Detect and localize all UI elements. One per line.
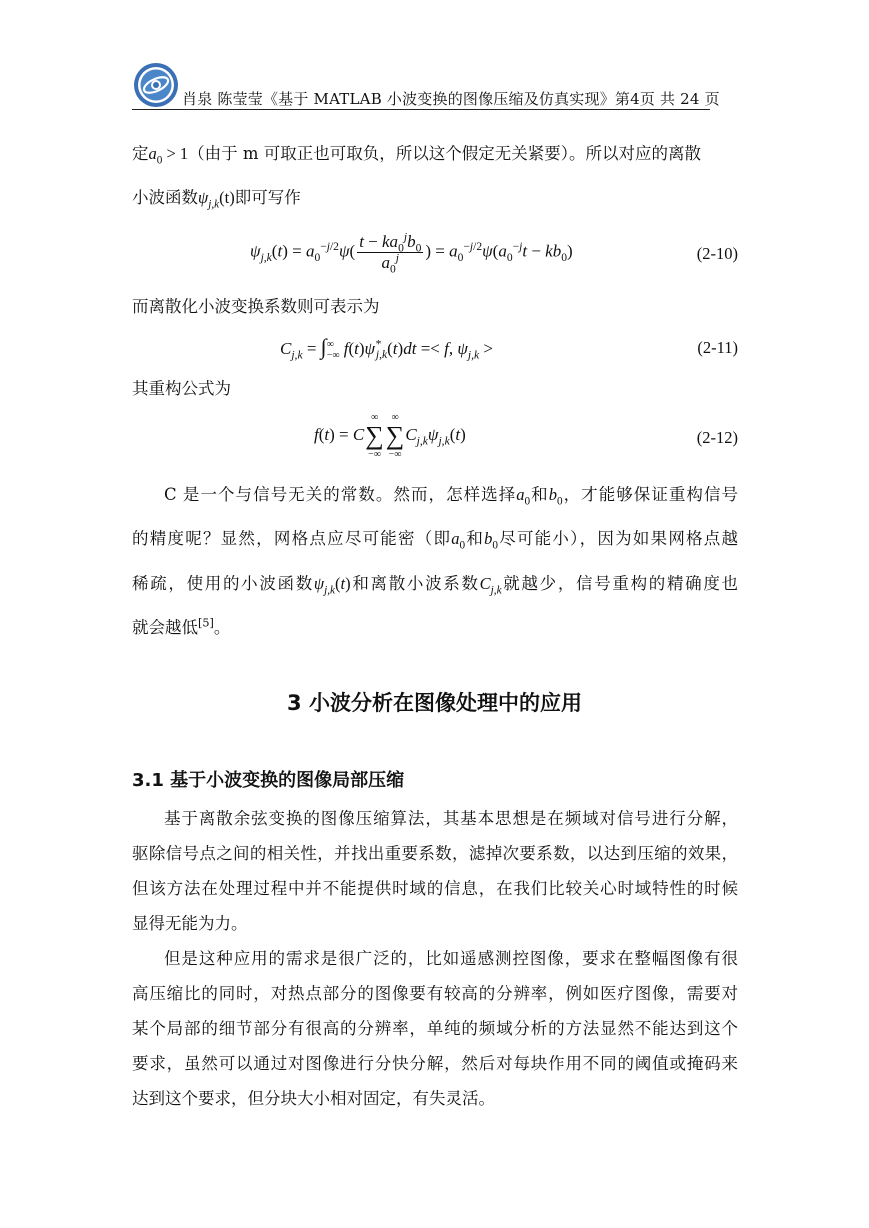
- running-head: 肖泉 陈莹莹《基于 MATLAB 小波变换的图像压缩及仿真实现》第4页 共 24 页: [182, 90, 720, 108]
- paragraph-line: 其重构公式为: [132, 379, 231, 398]
- paragraph-line: 稀疏，使用的小波函数$\psi_{j,k}(t)$和离散小波系数$C_{j,k}$就越少，信号重构的精确度也: [132, 574, 739, 597]
- paragraph-line: 定$a_0 > 1$（由于 m 可取正也可取负，所以这个假定无关紧要）。所以对应的离散: [132, 144, 702, 167]
- paragraph-line: 小波函数$\psi_{j,k}(t)$即可写作: [132, 188, 301, 211]
- subsection-title: 3.1 基于小波变换的图像局部压缩: [132, 770, 405, 791]
- paragraph-line: 就会越低[5]。: [132, 616, 231, 637]
- header-rule: [132, 109, 710, 110]
- equation-number: (2-10): [696, 244, 738, 263]
- paragraph-line: 基于离散余弦变换的图像压缩算法，其基本思想是在频域对信号进行分解，: [164, 809, 738, 828]
- citation-ref[interactable]: [5]: [198, 616, 214, 630]
- equation-body: f(t) = C ∞ ∑ −∞ ∞ ∑ −∞ $C_{j,k}\psi_{j,k}(t)$: [314, 412, 466, 460]
- equation-number: (2-11): [697, 338, 738, 357]
- equation-2-12: [132, 412, 738, 460]
- paragraph-line: 达到这个要求，但分块大小相对固定，有失灵活。: [132, 1089, 495, 1108]
- paragraph-line: 某个局部的细节部分有很高的分辨率，单纯的频域分析的方法显然不能达到这个: [132, 1019, 738, 1038]
- section-title: 3 小波分析在图像处理中的应用: [287, 691, 582, 715]
- equation-number: (2-12): [696, 428, 738, 447]
- paragraph-line: C 是一个与信号无关的常数。然而，怎样选择$a_0$和$b_0$，才能够保证重构信号: [164, 485, 739, 508]
- paragraph-line: 但是这种应用的需求是很广泛的，比如遥感测控图像，要求在整幅图像有很: [164, 949, 738, 968]
- equation-2-11: [132, 328, 738, 368]
- paragraph-line: 要求，虽然可以通过对图像进行分快分解，然后对每块作用不同的阈值或掩码来: [132, 1054, 738, 1073]
- paragraph-line: 的精度呢？显然，网格点应尽可能密（即$a_0$和$b_0$尽可能小），因为如果网格点越: [132, 529, 739, 552]
- paragraph-line: 显得无能为力。: [132, 914, 248, 933]
- equation-body: $C_{j,k}$ = ∫ ∞ −∞ $f(t)\psi^*_{j,k}(t)dt =< f$, $\psi_{j,k}$ >: [280, 334, 493, 362]
- paragraph-line: 而离散化小波变换系数则可表示为: [132, 297, 380, 316]
- paragraph-line: 高压缩比的同时，对热点部分的图像要有较高的分辨率，例如医疗图像，需要对: [132, 984, 738, 1003]
- paragraph-line: 驱除信号点之间的相关性，并找出重要系数，滤掉次要系数，以达到压缩的效果，: [132, 844, 738, 863]
- university-seal-icon: [133, 62, 179, 108]
- equation-body: $\psi_{j,k}(t) = a_0^{-j/2}\psi$( $\frac{t - ka_0^jb_0}{a_0^j}$ ) = $a_0^{-j/2}\psi(a_0^{-j}t - kb_0)$: [250, 230, 573, 276]
- paragraph-line: 但该方法在处理过程中并不能提供时域的信息，在我们比较关心时域特性的时候: [132, 879, 738, 898]
- equation-2-10: [132, 230, 738, 276]
